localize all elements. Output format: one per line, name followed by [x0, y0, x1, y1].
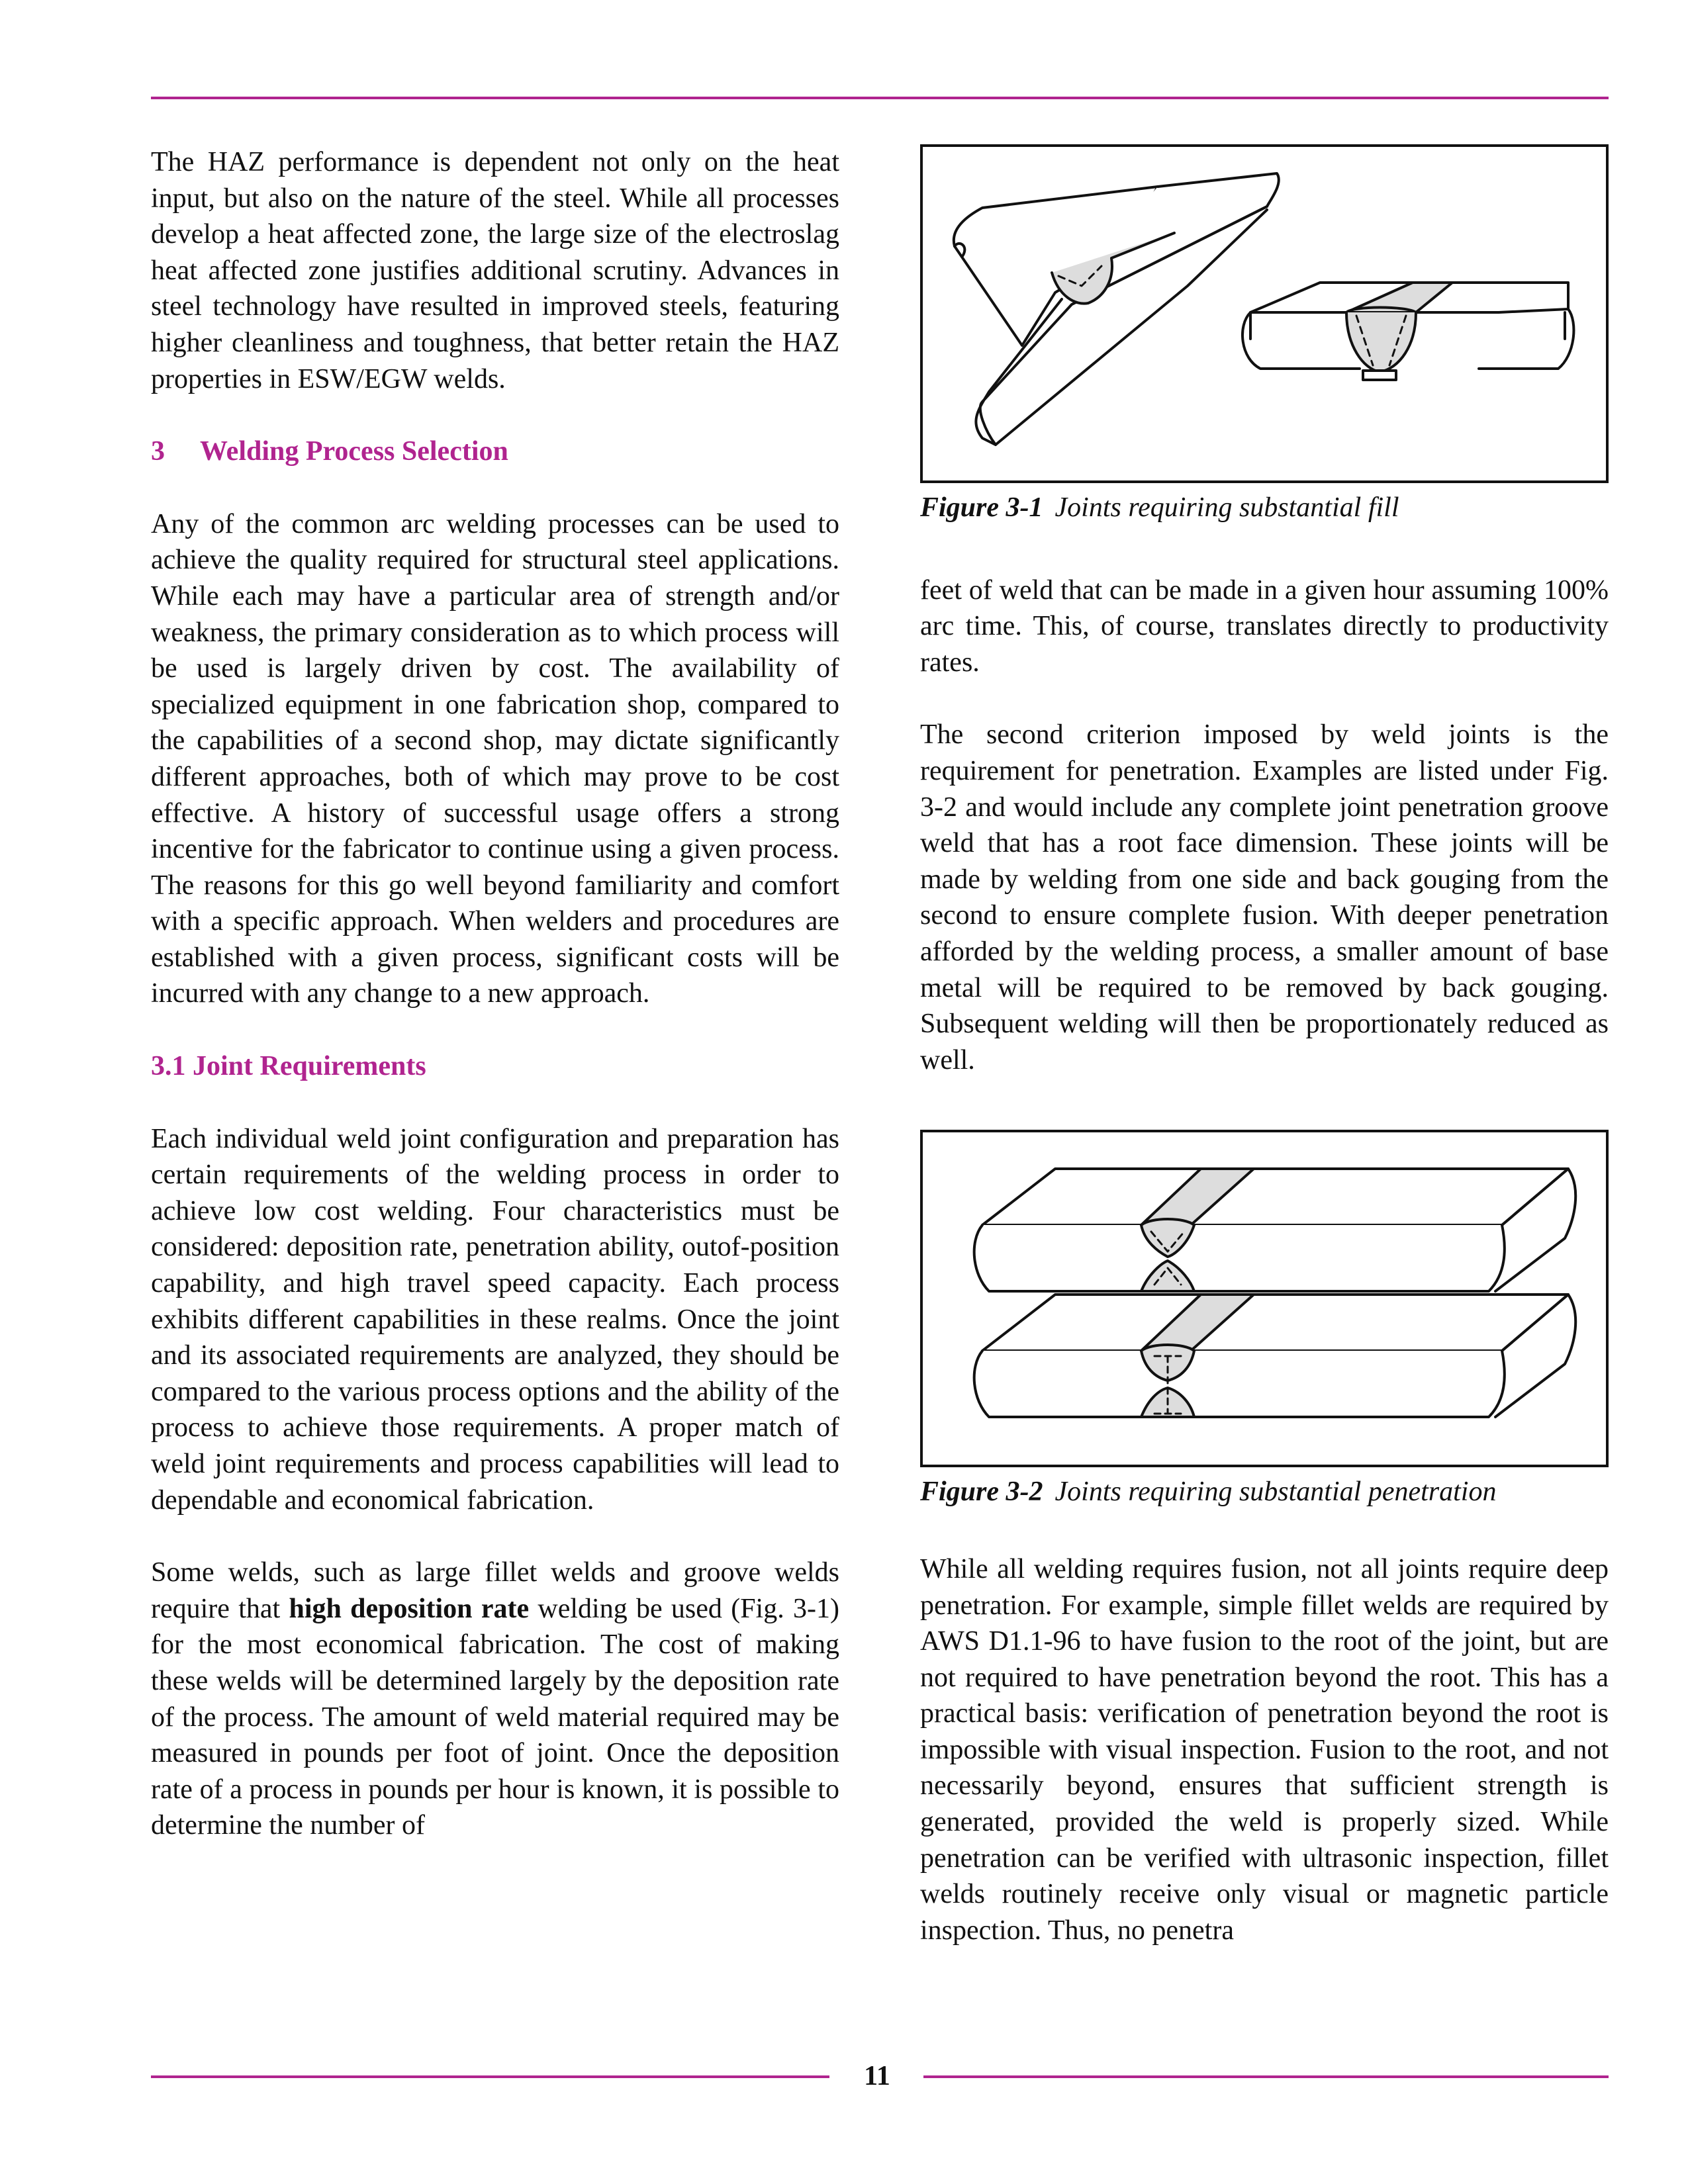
figure-3-2-caption: [920, 1474, 1609, 1510]
paragraph-deposition-rate: [151, 1555, 839, 1844]
upper-plate-front: [974, 1225, 1505, 1291]
figure-3-1-frame: [920, 144, 1609, 483]
paragraph-haz-performance: The HAZ performance is dependent not only on the heat input, but also on the nature of the steel. While all processes develop a heat affected zone, the large size of the electroslag heat affected zone justifies additional scrutiny. Advances in steel technology have resulted in improved steels, featuring higher cleanliness and toughness, that better retain the HAZ properties in ESW/EGW welds.: [151, 147, 839, 394]
figure-3-2-title: Joints requiring substantial penetration: [1055, 1477, 1497, 1508]
paragraph-process-selection: Any of the common arc welding processes can be used to achieve the quality required for structural steel applications. While each may have a particular area of strength and/or weakness, the primary consideration as to which process will be used is largely driven by cost. The availability of specialized equipment in one fabrication shop, compared to the capabilities of a second shop, may dictate significantly different approaches, both of which may prove to be cost effective. A history of successful usage offers a strong incentive for the fabricator to continue using a given process. The reasons for this go well beyond familiarity and comfort with a specific approach. When welders and procedures are established with a given process, significant costs will be incurred with any change to a new approach.: [151, 508, 839, 1009]
subsection-heading-joint-requirements: 3.1 Joint Requirements: [151, 1051, 426, 1082]
lower-plate-top: [982, 1295, 1568, 1351]
figure-3-1-label: Figure 3-1: [920, 492, 1043, 523]
figure-3-1-caption: [920, 490, 1609, 526]
backing-bar: [1363, 371, 1396, 380]
lower-plate-front: [974, 1351, 1505, 1417]
figure-3-2-label: Figure 3-2: [920, 1477, 1043, 1508]
butt-plate-left-end: [1243, 312, 1360, 369]
footer-rule-right: [923, 2075, 1609, 2078]
right-column: [920, 144, 1609, 1948]
bold-term-high-deposition-rate: high deposition rate: [289, 1593, 530, 1624]
paragraph-feet-of-weld: feet of weld that can be made in a given hour assuming 100% arc time. This, of course, translates directly to productivity rates.: [920, 574, 1609, 678]
text-run: Some welds, such as large fillet welds and groove welds require that: [151, 1557, 839, 1624]
figure-3-1-title: Joints requiring substantial fill: [1055, 492, 1399, 523]
paragraph-penetration-criterion: The second criterion imposed by weld joints is the requirement for penetration. Examples are listed under Fig. 3-2 and would include any complete joint penetration groove weld that has a root face dimension. These joints will be made by welding from one side and back gouging from the second to ensure complete fusion. With deeper penetration afforded by the welding process, a smaller amount of base metal will be required to be removed by back gouging. Subsequent welding will then be proportionately reduced as well.: [920, 719, 1609, 1075]
figure-3-1-illustration: [923, 147, 1606, 480]
upper-plate-top: [982, 1169, 1568, 1225]
left-column: [151, 144, 839, 1844]
footer-rule-left: [151, 2075, 829, 2078]
page-number: 11: [864, 2061, 890, 2091]
paragraph-fusion-vs-penetration: While all welding requires fusion, not all joints require deep penetration. For example, simple fillet welds are required by AWS D1.1-96 to have fusion to the root of the joint, but are not required to have penetration beyond the root. This has a practical basis: verification of penetration beyond the root is impossible with visual inspection. Fusion to the root, and not necessarily beyond, ensures that sufficient strength is generated, provided the weld is properly sized. While penetration can be verified with ultrasonic inspection, fillet welds routinely receive only visual or magnetic particle inspection. Thus, no penetra: [920, 1553, 1609, 1946]
paragraph-joint-requirements: Each individual weld joint configuration and preparation has certain requirements of the welding process in order to achieve low cost welding. Four characteristics must be considered: deposition rate, penetration ability, outof-position capability, and high travel speed capacity. Each process exhibits different capabilities in these realms. Once the joint and its associated requirements are analyzed, they should be compared to the various process options and the ability of the process to achieve those requirements. A proper match of weld joint requirements and process capabilities will lead to dependable and economical fabrication.: [151, 1123, 839, 1516]
text-run: welding be used (Fig. 3-1) for the most economical fabrication. The cost of making these welds will be determined largely by the deposition rate of the process. The amount of weld material required may be measured in pounds per foot of joint. Once the deposition rate of a process in pounds per hour is known, it is possible to determine the number of: [151, 1593, 839, 1841]
section-number: 3: [151, 436, 165, 467]
figure-3-2-frame: [920, 1130, 1609, 1467]
section-heading-welding-process-selection: [151, 433, 839, 470]
butt-plate-right-end: [1479, 309, 1573, 369]
section-title: Welding Process Selection: [200, 436, 508, 467]
top-rule: [151, 97, 1609, 99]
figure-3-2-illustration: [923, 1132, 1606, 1465]
groove-weld-body: [1346, 312, 1416, 372]
